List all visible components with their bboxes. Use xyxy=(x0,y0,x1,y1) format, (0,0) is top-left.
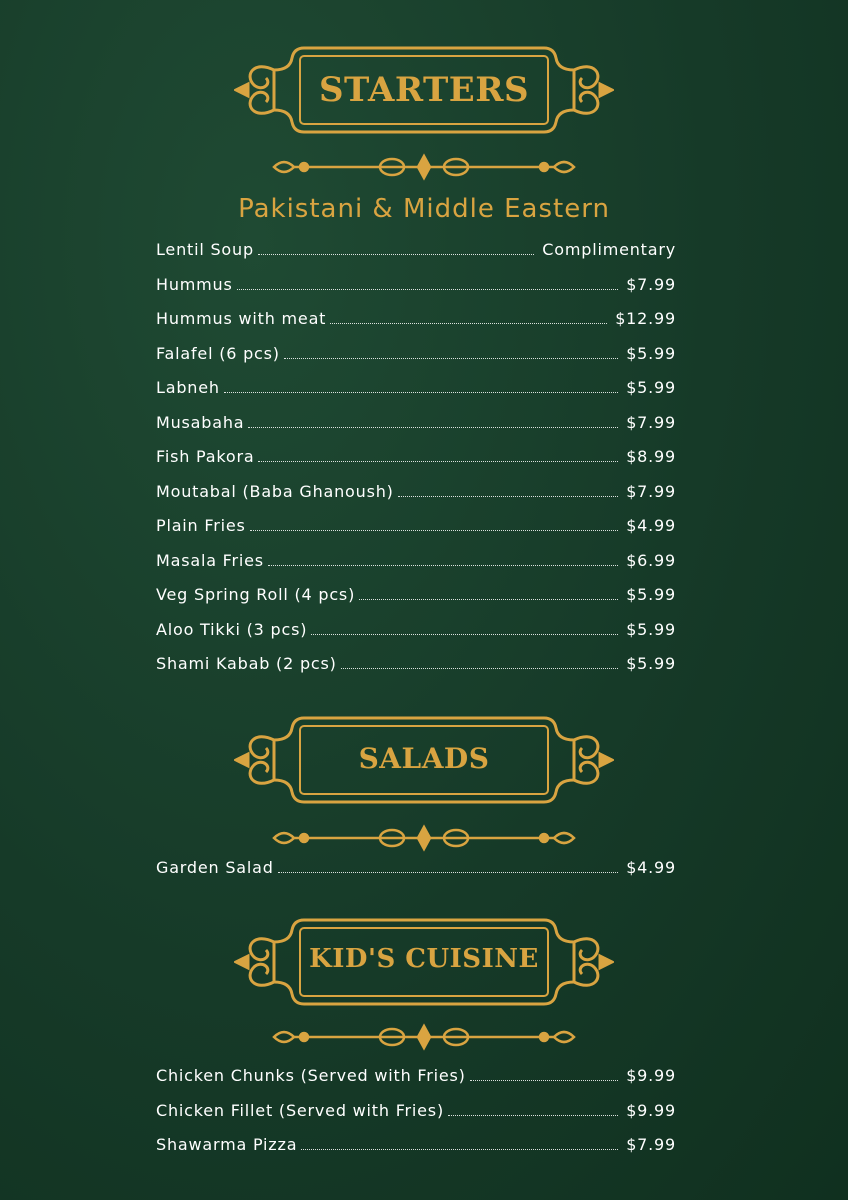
menu-item-name: Falafel (6 pcs) xyxy=(156,343,280,363)
scroll-divider-icon xyxy=(264,1022,584,1052)
menu-item-price: $6.99 xyxy=(626,550,676,570)
menu-item-name: Veg Spring Roll (4 pcs) xyxy=(156,585,356,604)
menu-item-name: Labneh xyxy=(156,378,220,397)
dot-leader xyxy=(237,289,619,290)
menu-item-name: Hummus with meat xyxy=(156,309,327,328)
menu-item xyxy=(156,378,676,413)
menu-item-name: Lentil Soup xyxy=(156,240,254,259)
dot-leader xyxy=(359,599,618,600)
salads-menu-list xyxy=(156,858,676,893)
scroll-divider-icon xyxy=(264,152,584,182)
dot-leader xyxy=(258,461,618,462)
dot-leader xyxy=(398,496,618,497)
menu-item xyxy=(156,309,676,344)
starters-menu-list xyxy=(156,240,676,689)
menu-item-name: Musabaha xyxy=(156,412,245,432)
menu-item xyxy=(156,1066,676,1101)
menu-item xyxy=(156,585,676,620)
menu-item xyxy=(156,1101,676,1136)
starters-divider xyxy=(0,152,848,182)
menu-item xyxy=(156,240,676,275)
dot-leader xyxy=(278,872,618,873)
kids-menu-list xyxy=(156,1066,676,1170)
dot-leader xyxy=(224,392,618,393)
dot-leader xyxy=(284,358,618,359)
dot-leader xyxy=(258,254,534,255)
salads-title: SALADS xyxy=(358,742,490,775)
menu-item-price: $9.99 xyxy=(626,1066,676,1085)
dot-leader xyxy=(311,634,618,635)
menu-item-price: $7.99 xyxy=(626,274,676,294)
dot-leader xyxy=(268,565,618,566)
menu-item xyxy=(156,413,676,448)
menu-item-name: Shawarma Pizza xyxy=(156,1135,298,1154)
menu-item xyxy=(156,654,676,689)
starters-subtitle: Pakistani & Middle Eastern xyxy=(238,194,610,224)
menu-item-name: Garden Salad xyxy=(156,858,274,877)
dot-leader xyxy=(248,427,618,428)
menu-item xyxy=(156,482,676,517)
dot-leader xyxy=(341,668,619,669)
menu-item-name: Aloo Tikki (3 pcs) xyxy=(156,619,308,639)
kids-title: KID'S CUISINE xyxy=(309,944,539,974)
menu-item-name: Fish Pakora xyxy=(156,447,255,466)
menu-item xyxy=(156,1135,676,1170)
menu-item-price: $5.99 xyxy=(626,619,676,639)
menu-item-price: $4.99 xyxy=(626,858,676,877)
menu-item-price: $5.99 xyxy=(626,654,676,673)
menu-item xyxy=(156,551,676,586)
menu-item xyxy=(156,275,676,310)
dot-leader xyxy=(250,530,619,531)
menu-item-name: Plain Fries xyxy=(156,516,246,535)
menu-item-price: Complimentary xyxy=(542,240,676,259)
kids-divider xyxy=(0,1022,848,1052)
menu-item-price: $7.99 xyxy=(626,481,676,501)
menu-item-name: Masala Fries xyxy=(156,550,264,570)
menu-item-price: $4.99 xyxy=(626,516,676,535)
menu-item xyxy=(156,858,676,893)
menu-item-name: Chicken Fillet (Served with Fries) xyxy=(156,1100,444,1120)
menu-item-price: $12.99 xyxy=(615,309,676,328)
menu-item-price: $9.99 xyxy=(626,1100,676,1120)
menu-item-price: $7.99 xyxy=(626,1135,676,1154)
salads-divider xyxy=(0,823,848,853)
menu-item-name: Shami Kabab (2 pcs) xyxy=(156,654,337,673)
menu-item-price: $5.99 xyxy=(626,585,676,604)
menu-item-price: $5.99 xyxy=(626,378,676,397)
dot-leader xyxy=(470,1080,618,1081)
menu-item xyxy=(156,447,676,482)
menu-item xyxy=(156,620,676,655)
menu-item xyxy=(156,516,676,551)
menu-item-name: Chicken Chunks (Served with Fries) xyxy=(156,1066,466,1085)
dot-leader xyxy=(330,323,607,324)
menu-item xyxy=(156,344,676,379)
scroll-divider-icon xyxy=(264,823,584,853)
dot-leader xyxy=(301,1149,618,1150)
menu-item-price: $5.99 xyxy=(626,343,676,363)
starters-title: STARTERS xyxy=(318,70,530,110)
menu-item-name: Moutabal (Baba Ghanoush) xyxy=(156,481,394,501)
dot-leader xyxy=(448,1115,618,1116)
menu-item-name: Hummus xyxy=(156,274,233,294)
menu-item-price: $8.99 xyxy=(626,447,676,466)
menu-item-price: $7.99 xyxy=(626,412,676,432)
